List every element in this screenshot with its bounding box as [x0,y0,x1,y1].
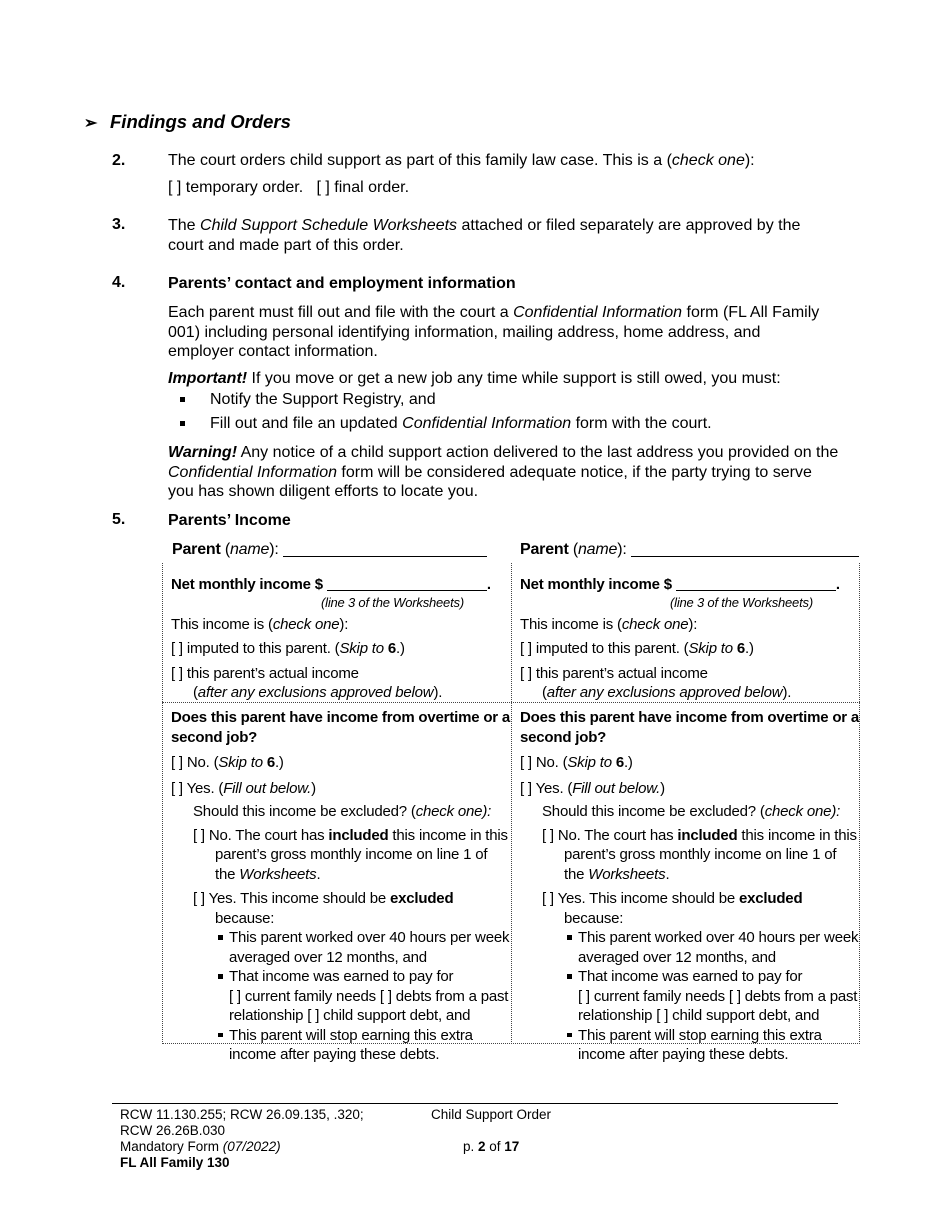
bullet-notify-registry: Notify the Support Registry, and [168,388,848,412]
parent-1-overtime-no[interactable]: [ ] No. (Skip to 6.) [171,754,284,771]
section-title: Findings and Orders [110,111,291,132]
parent-1-exclusion-reasons: This parent worked over 40 hours per week averaged over 12 months, and That income was earned to pay for [ ] current family needs [ ] debts from a past relationship [ ] child support debt, and This parent will stop earning this extra income after paying these debts. [229,929,510,1063]
parent-1-actual-option[interactable]: [ ] this parent’s actual income [171,664,359,682]
item-number-5: 5. [112,511,126,528]
order-type-options [168,178,848,198]
parent-1-not-excluded[interactable]: [ ] No. The court has included this income in this parent’s gross monthly income on line 1 of the Worksheets. [193,826,508,883]
item-number-2: 2. [112,152,126,169]
parent-1-net-income-field[interactable] [327,576,487,591]
table-column-divider [511,563,512,1044]
parent-1-overtime-cell: Does this parent have income from overtime or a second job? [ ] No. (Skip to 6.) [ ] Yes. (Fill out below.) Should this income be excluded? (check one): [ ] No. The court has included this income in this parent’s gross monthly income on line 1 of the Worksheets. [ ] Yes. This income should be excluded because: This parent worked over 40 hours per week averaged over 12 months, and That income was earned to pay for [ ] current family needs [ ] debts from a past relationship [ ] child support debt, and This parent will stop earning this extra income after paying these debts. [171,709,511,1063]
parent-2-overtime-no[interactable]: [ ] No. (Skip to 6.) [520,754,633,771]
parent-2-not-excluded[interactable]: [ ] No. The court has included this income in this parent’s gross monthly income on line 1 of the Worksheets. [542,826,857,883]
parent-1-excluded[interactable]: [ ] Yes. This income should be excluded because: [193,890,454,927]
parent-1-imputed-option[interactable]: [ ] imputed to this parent. (Skip to 6.) [171,640,405,657]
section-heading [84,111,291,133]
item-3-text: The Child Support Schedule Worksheets attached or filed separately are approved by the court and made part of this order. [168,217,801,254]
arrow-bullet-icon: ➢ [84,115,98,132]
parent-2-imputed-option[interactable]: [ ] imputed to this parent. (Skip to 6.) [520,640,754,657]
parent-2-net-income-field[interactable] [676,576,836,591]
parent-2-income-cell: Net monthly income $ . (line 3 of the Worksheets) This income is (check one): [ ] imputed to this parent. (Skip to 6.) [ ] this parent’s actual income (after any exclusions approved below). [520,575,860,703]
parent-2-overtime-cell: Does this parent have income from overtime or a second job? [ ] No. (Skip to 6.) [ ] Yes. (Fill out below.) Should this income be excluded? (check one): [ ] No. The court has included this income in this parent’s gross monthly income on line 1 of the Worksheets. [ ] Yes. This income should be excluded because: This parent worked over 40 hours per week averaged over 12 months, and That income was earned to pay for [ ] current family needs [ ] debts from a past relationship [ ] child support debt, and This parent will stop earning this extra income after paying these debts. [520,709,860,1063]
item-number-4: 4. [112,274,126,291]
parent-1-income-cell: Net monthly income $ . (line 3 of the Worksheets) This income is (check one): [ ] imputed to this parent. (Skip to 6.) [ ] this parent’s actual income (after any exclusions approved below). [171,575,511,703]
final-order-checkbox[interactable]: [ ] final order. [316,179,410,196]
parent-2-name: Parent (name): [520,540,859,560]
warning-note: Warning! Any notice of a child support action delivered to the last address you provided on the Confidential Information form will be considered adequate notice, if the party trying to serve you has shown diligent efforts to locate you. [168,444,839,500]
parent-1-name-field[interactable] [283,540,487,557]
parent-1-name: Parent (name): [172,540,487,560]
parent-2-actual-option[interactable]: [ ] this parent’s actual income [520,664,708,682]
footer-left: RCW 11.130.255; RCW 26.09.135, .320; RCW 26.26B.030 Mandatory Form (07/2022) FL All Family 130 [120,1107,364,1170]
item-number-3: 3. [112,216,126,233]
important-bullets [168,388,848,436]
temporary-order-checkbox[interactable]: [ ] temporary order. [168,179,304,196]
important-note: Important! If you move or get a new job any time while support is still owed, you must: [168,370,781,387]
parent-2-exclusion-reasons: This parent worked over 40 hours per week averaged over 12 months, and That income was earned to pay for [ ] current family needs [ ] debts from a past relationship [ ] child support debt, and This parent will stop earning this extra income after paying these debts. [578,929,859,1063]
footer-title: Child Support Order [431,1107,552,1122]
parent-2-overtime-yes[interactable]: [ ] Yes. (Fill out below.) [520,779,665,797]
parent-1-overtime-yes[interactable]: [ ] Yes. (Fill out below.) [171,779,316,797]
parent-2-name-field[interactable] [631,540,859,557]
footer-rule [112,1103,838,1104]
item-5-heading: Parents’ Income [168,512,291,529]
bullet-update-form: Fill out and file an updated Confidential Information form with the court. [168,412,848,436]
item-4-text: Each parent must fill out and file with the court a Confidential Information form (FL All Family 001) including personal identifying information, mailing address, home address, and employer contact information. [168,304,820,360]
item-4-heading: Parents’ contact and employment information [168,275,516,292]
footer-page-number: p. 2 of 17 [463,1139,520,1154]
item-2-text: The court orders child support as part of this family law case. This is a (check one): [168,152,755,169]
parent-2-excluded[interactable]: [ ] Yes. This income should be excluded because: [542,890,803,927]
